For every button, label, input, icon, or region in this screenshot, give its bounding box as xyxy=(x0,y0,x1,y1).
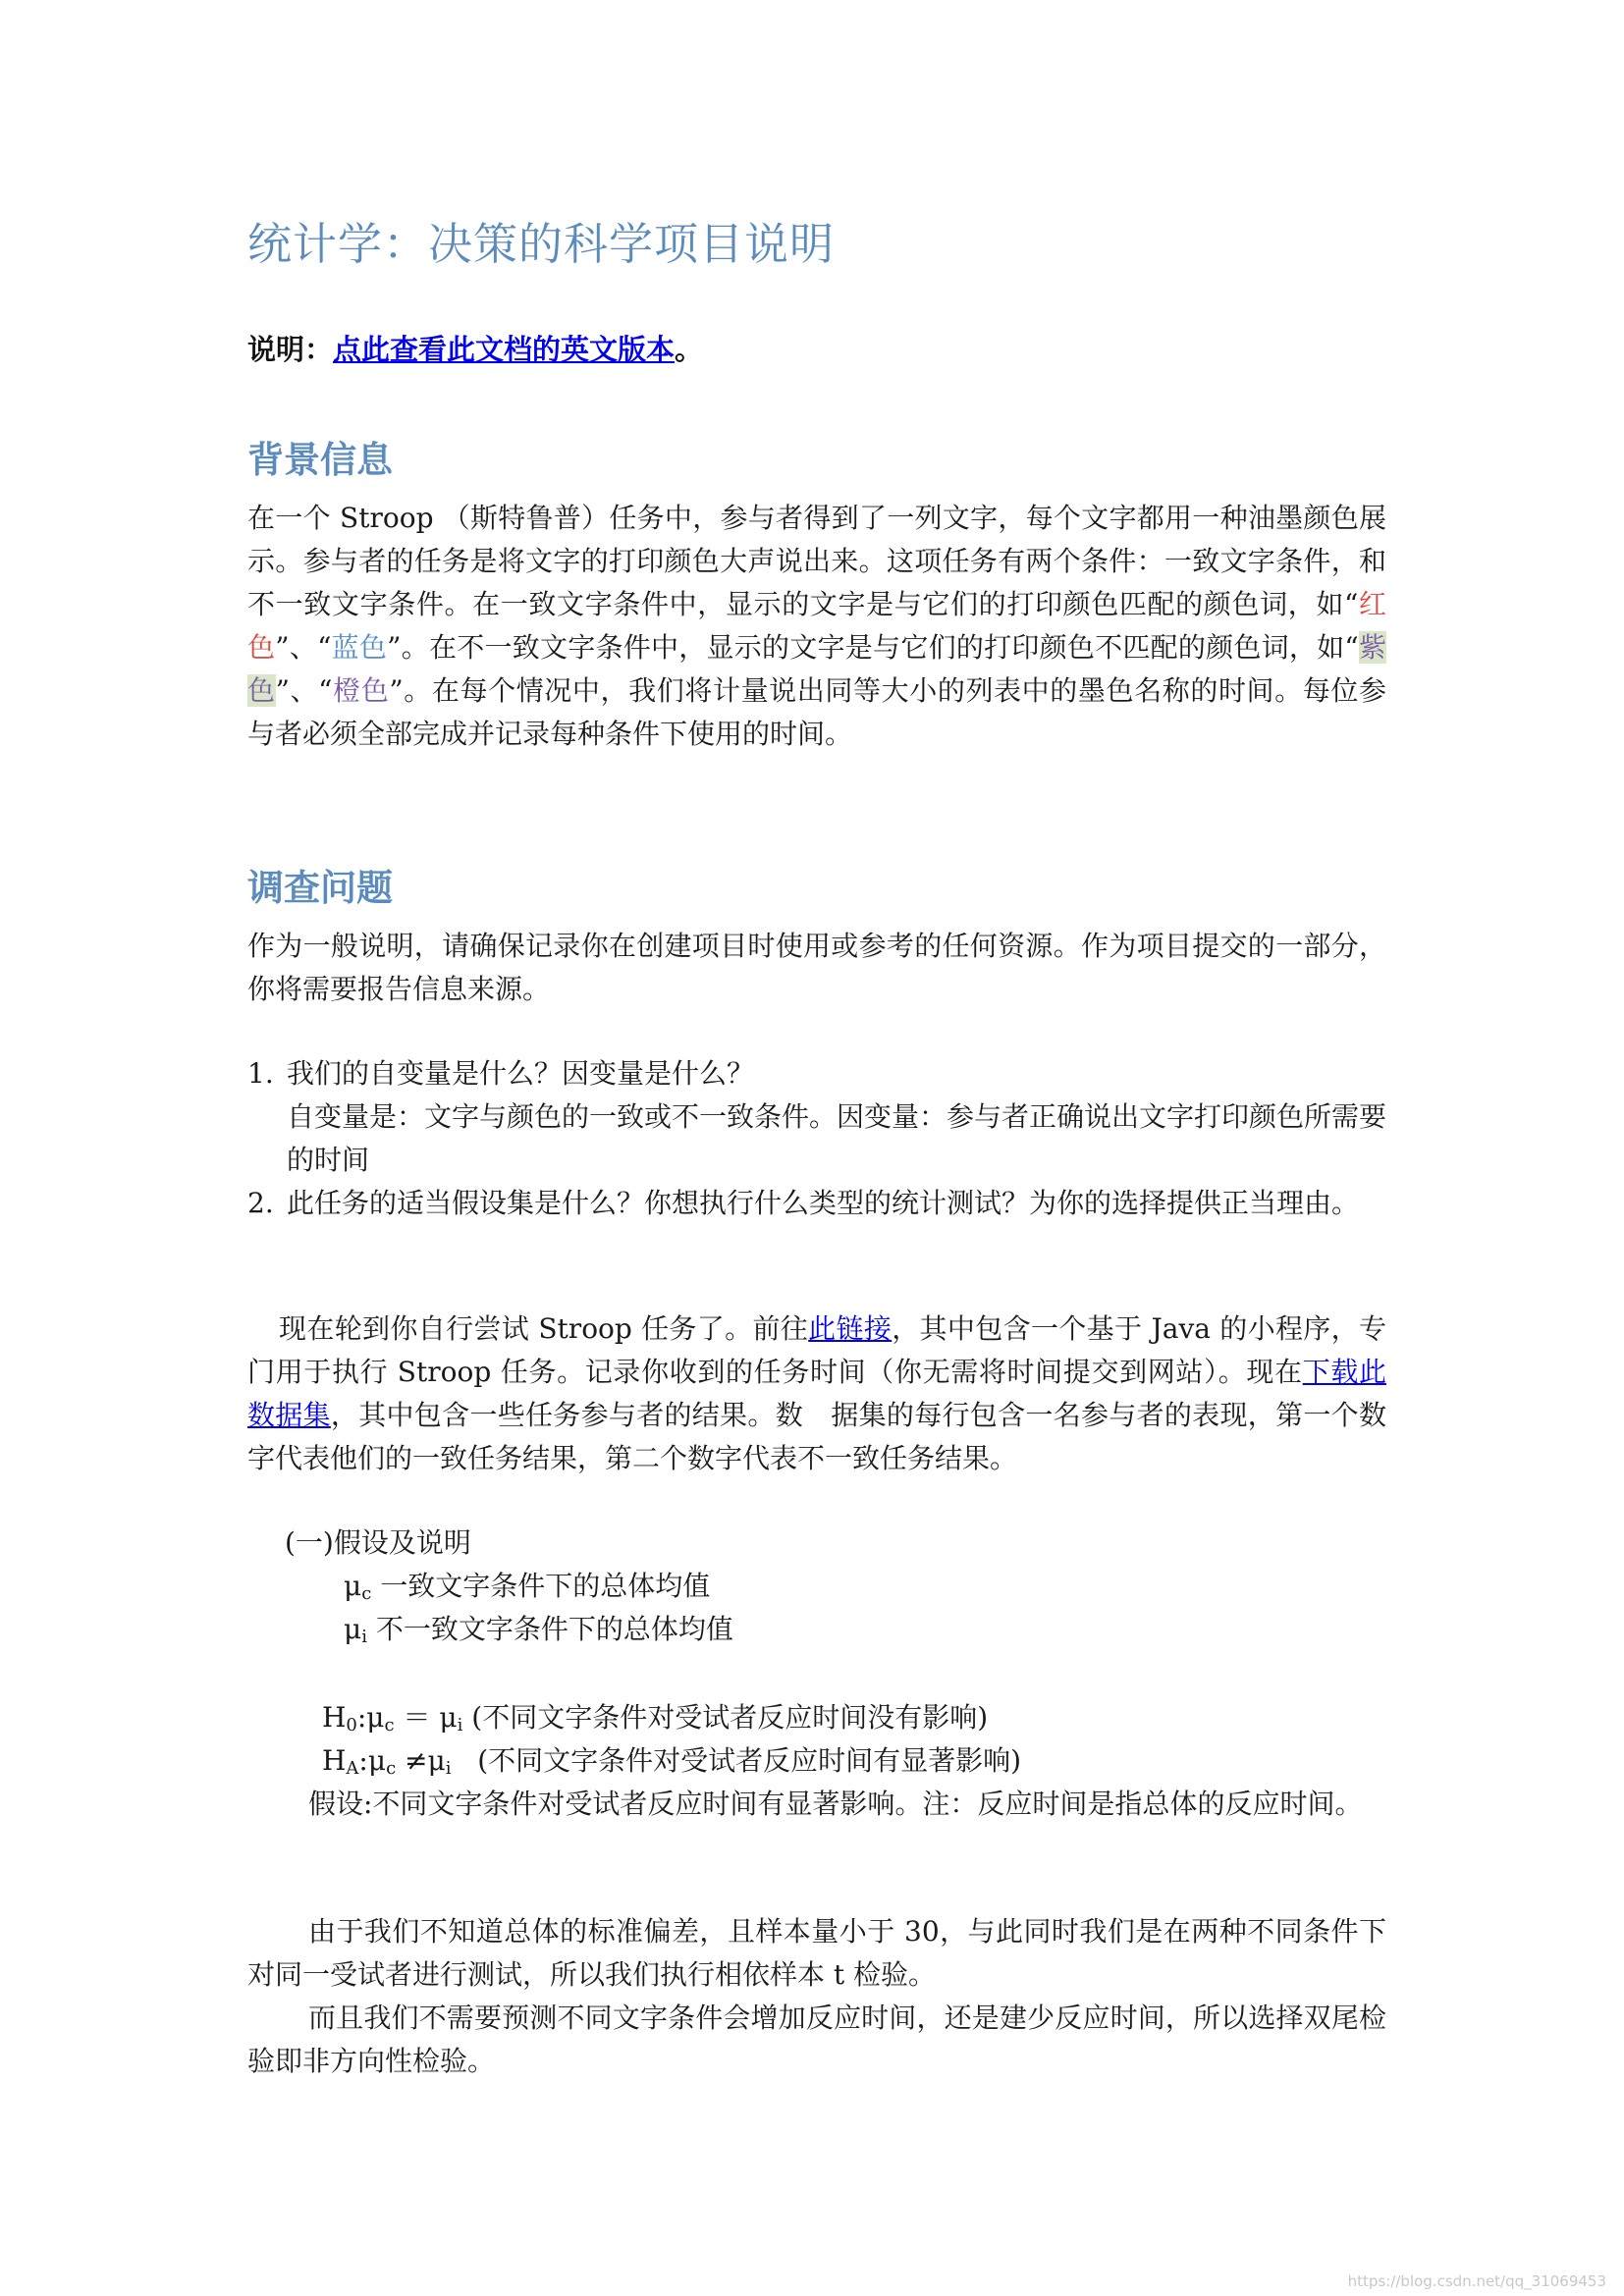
purple-word: 紫色 xyxy=(247,631,1386,707)
background-sep-1: ”、“ xyxy=(275,631,332,664)
answer-text-1: 自变量是：文字与颜色的一致或不一致条件。因变量：参与者正确说出文字打印颜色所需要的时间 xyxy=(287,1100,1387,1176)
question-number-2: 2. xyxy=(247,1187,274,1219)
mu-c-description: 一致文字条件下的总体均值 xyxy=(380,1570,711,1602)
download-dataset-link[interactable]: 下载此数据集 xyxy=(247,1356,1386,1431)
h0-description: (不同文字条件对受试者反应时间没有影响) xyxy=(471,1701,989,1734)
ha-subscript: A xyxy=(346,1758,359,1779)
ha-label: H xyxy=(322,1744,347,1777)
background-paragraph xyxy=(247,497,1386,756)
hypothesis-heading: (一)假设及说明 xyxy=(285,1526,471,1559)
assumption-paragraph: 假设:不同文字条件对受试者反应时间有显著影响。注：反应时间是指总体的反应时间。 xyxy=(308,1788,1363,1820)
background-heading: 背景信息 xyxy=(247,438,393,481)
mu-i-symbol: μ xyxy=(344,1613,362,1645)
background-sep-2: ”、“ xyxy=(275,674,333,707)
try-text-3: ，其中包含一些任务参与者的结果。数 据集的每行包含一名参与者的表现，第一个数字代表他们的一致任务结果，第二个数字代表不一致任务结果。 xyxy=(247,1399,1386,1474)
mu-i-description: 不一致文字条件下的总体均值 xyxy=(375,1613,733,1645)
mu-i-subscript: i xyxy=(361,1627,367,1647)
two-tailed-paragraph: 而且我们不需要预测不同文字条件会增加反应时间，还是建少反应时间，所以选择双尾检验即非方向性检验。 xyxy=(247,2002,1386,2077)
test-choice-paragraph: 由于我们不知道总体的标准偏差，且样本量小于 30，与此同时我们是在两种不同条件下对同一受试者进行测试，所以我们执行相依样本 t 检验。 xyxy=(247,1915,1386,1991)
background-text-2: ”。在不一致文字条件中，显示的文字是与它们的打印颜色不匹配的颜色词，如“ xyxy=(387,631,1359,664)
h0-c-subscript: c xyxy=(384,1715,395,1735)
ha-i-subscript: i xyxy=(445,1758,452,1779)
ha-description: (不同文字条件对受试者反应时间有显著影响) xyxy=(477,1744,1022,1777)
h0-subscript: 0 xyxy=(346,1715,357,1735)
question-text-1: 我们的自变量是什么？因变量是什么？ xyxy=(287,1057,755,1090)
background-text-1: 在一个 Stroop （斯特鲁普）任务中，参与者得到了一列文字，每个文字都用一种油墨颜色展示。参与者的任务是将文字的打印颜色大声说出来。这项任务有两个条件：一致文字条件，和不一致文字条件。在一致文字条件中，显示的文字是与它们的打印颜色匹配的颜色词，如“ xyxy=(247,502,1386,620)
h0-label: H xyxy=(322,1701,347,1734)
h0-equals: ＝ μ xyxy=(394,1701,458,1734)
ha-not-equal: ≠μ xyxy=(396,1744,446,1777)
stroop-task-link[interactable]: 此链接 xyxy=(808,1312,893,1345)
question-list xyxy=(247,1052,1386,1225)
try-text-1: 现在轮到你自行尝试 Stroop 任务了。前往 xyxy=(279,1312,809,1345)
mu-c-subscript: c xyxy=(361,1583,372,1604)
questions-heading: 调查问题 xyxy=(247,866,393,909)
question-item-2 xyxy=(247,1182,1386,1225)
question-item-1 xyxy=(247,1052,1386,1182)
note-end: 。 xyxy=(675,333,704,366)
red-word: 红色 xyxy=(247,588,1386,664)
questions-intro: 作为一般说明，请确保记录你在创建项目时使用或参考的任何资源。作为项目提交的一部分，你将需要报告信息来源。 xyxy=(247,930,1386,1005)
try-text-2: ，其中包含一个基于 Java 的小程序，专门用于执行 Stroop 任务。记录你收到的任务时间（你无需将时间提交到网站）。现在 xyxy=(247,1312,1386,1388)
mu-i-line xyxy=(344,1608,733,1659)
ha-c-subscript: c xyxy=(386,1758,397,1779)
try-paragraph xyxy=(247,1308,1386,1480)
note-label: 说明： xyxy=(247,333,334,366)
orange-word: 橙色 xyxy=(332,674,390,707)
blue-word: 蓝色 xyxy=(331,631,388,664)
mu-c-symbol: μ xyxy=(344,1570,362,1602)
question-number-1: 1. xyxy=(247,1057,274,1090)
h0-mu: :μ xyxy=(356,1701,385,1734)
ha-mu: :μ xyxy=(358,1744,387,1777)
document-title: 统计学：决策的科学项目说明 xyxy=(247,218,836,270)
background-text-3: ”。在每个情况中，我们将计量说出同等大小的列表中的墨色名称的时间。每位参与者必须全部完成并记录每种条件下使用的时间。 xyxy=(247,674,1386,750)
note-line xyxy=(247,328,703,368)
english-version-link[interactable]: 点此查看此文档的英文版本 xyxy=(333,333,676,366)
question-text-2: 此任务的适当假设集是什么？你想执行什么类型的统计测试？为你的选择提供正当理由。 xyxy=(287,1187,1360,1219)
watermark: https://blog.csdn.net/qq_31069453 xyxy=(1347,2272,1606,2290)
h0-i-subscript: i xyxy=(457,1715,463,1735)
